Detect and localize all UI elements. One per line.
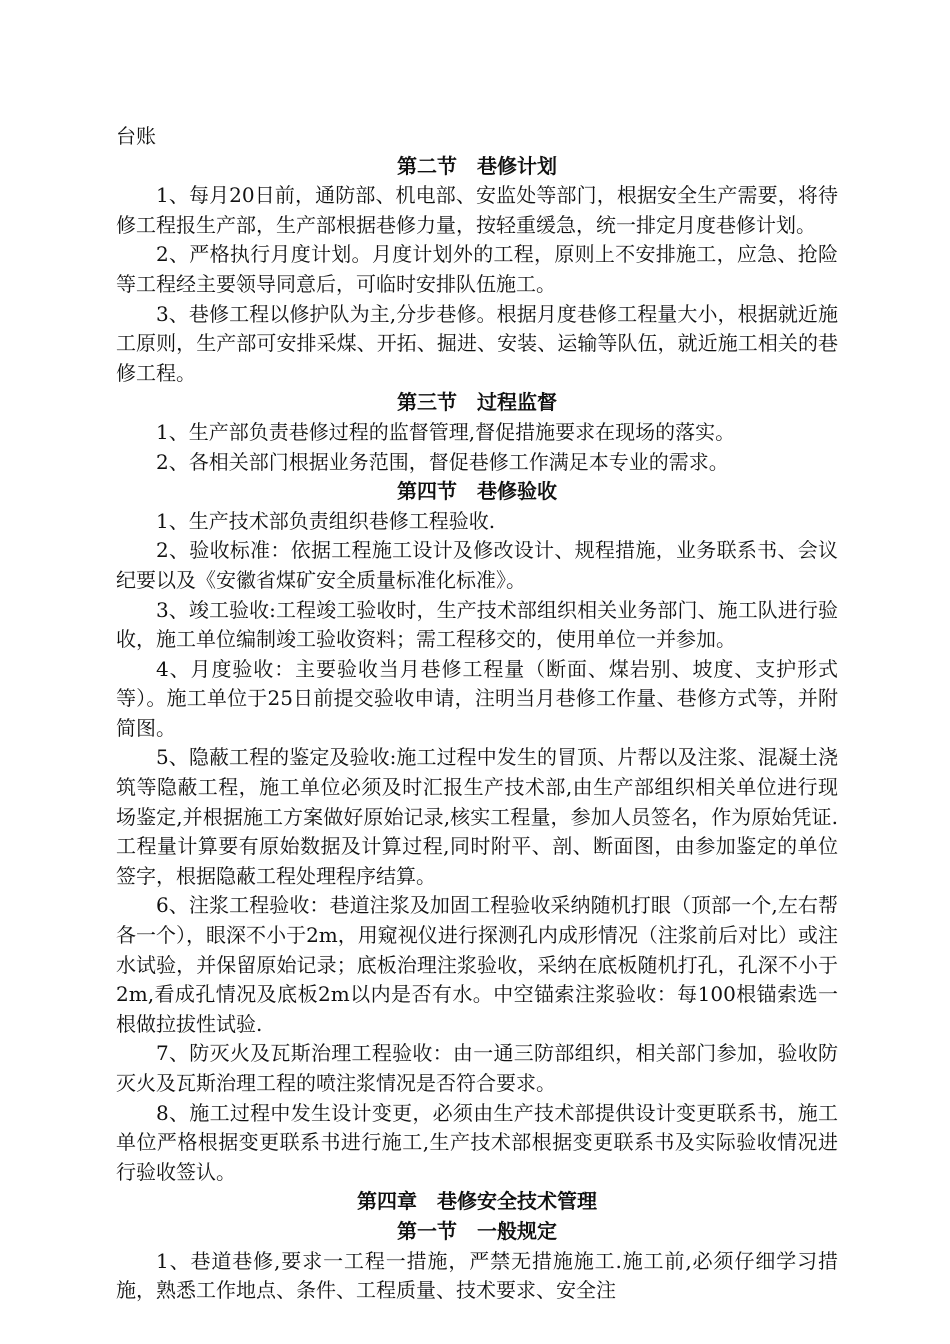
- document-page: [116, 122, 838, 1306]
- paragraph: 3、竣工验收:工程竣工验收时，生产技术部组织相关业务部门、施工队进行验收，施工单位编制竣工验收资料；需工程移交的，使用单位一并参加。: [116, 597, 838, 652]
- chapter-heading-4: 第四章 巷修安全技术管理: [357, 1189, 597, 1214]
- paragraph: 6、注浆工程验收：巷道注浆及加固工程验收采纳随机打眼（顶部一个,左右帮各一个），眼深不小于2m，用窥视仪进行探测孔内成形情况（注浆前后对比）或注水试验，并保留原始记录；底板治理注浆验收，采纳在底板随机打孔，孔深不小于2m,看成孔情况及底板2m以内是否有水。中空锚索注浆验收：每100根锚索选一根做拉拔性试验.: [116, 893, 838, 1036]
- section-heading-4: 第四节 巷修验收: [397, 479, 557, 504]
- paragraph: 1、生产技术部负责组织巷修工程验收.: [156, 508, 496, 533]
- paragraph: 2、各相关部门根据业务范围，督促巷修工作满足本专业的需求。: [156, 449, 729, 474]
- paragraph: 2、严格执行月度计划。月度计划外的工程，原则上不安排施工，应急、抢险等工程经主要领导同意后，可临时安排队伍施工。: [116, 242, 838, 296]
- paragraph: 8、施工过程中发生设计变更，必须由生产技术部提供设计变更联系书，施工单位严格根据变更联系书进行施工,生产技术部根据变更联系书及实际验收情况进行验收签认。: [116, 1100, 838, 1184]
- paragraph: 2、验收标准：依据工程施工设计及修改设计、规程措施，业务联系书、会议纪要以及《安徽省煤矿安全质量标准化标准》。: [116, 538, 838, 592]
- paragraph: 1、巷道巷修,要求一工程一措施，严禁无措施施工.施工前,必须仔细学习措施，熟悉工作地点、条件、工程质量、技术要求、安全注: [116, 1248, 838, 1303]
- section-heading-2: 第二节 巷修计划: [397, 153, 557, 178]
- paragraph: 5、隐蔽工程的鉴定及验收:施工过程中发生的冒顶、片帮以及注浆、混凝土浇筑等隐蔽工程，施工单位必须及时汇报生产技术部,由生产部组织相关单位进行现场鉴定,并根据施工方案做好原始记录,核实工程量，参加人员签名，作为原始凭证.工程量计算要有原始数据及计算过程,同时附平、剖、断面图，由参加鉴定的单位签字，根据隐蔽工程处理程序结算。: [116, 745, 838, 888]
- paragraph: 3、巷修工程以修护队为主,分步巷修。根据月度巷修工程量大小，根据就近施工原则，生产部可安排采煤、开拓、掘进、安装、运输等队伍，就近施工相关的巷修工程。: [116, 301, 838, 385]
- paragraph: 7、防灭火及瓦斯治理工程验收：由一通三防部组织，相关部门参加，验收防灭火及瓦斯治理工程的喷注浆情况是否符合要求。: [116, 1041, 838, 1095]
- section-heading-1: 第一节 一般规定: [397, 1218, 557, 1243]
- paragraph: 1、生产部负责巷修过程的监督管理,督促措施要求在现场的落实。: [156, 419, 736, 444]
- section-heading-3: 第三节 过程监督: [397, 390, 557, 415]
- paragraph: 4、月度验收：主要验收当月巷修工程量（断面、煤岩别、坡度、支护形式等）。施工单位于25日前提交验收申请，注明当月巷修工作量、巷修方式等，并附简图。: [116, 656, 838, 740]
- paragraph: 1、每月20日前，通防部、机电部、安监处等部门，根据安全生产需要，将待修工程报生产部，生产部根据巷修力量，按轻重缓急，统一排定月度巷修计划。: [116, 183, 838, 237]
- lead-text: 台账: [116, 124, 156, 148]
